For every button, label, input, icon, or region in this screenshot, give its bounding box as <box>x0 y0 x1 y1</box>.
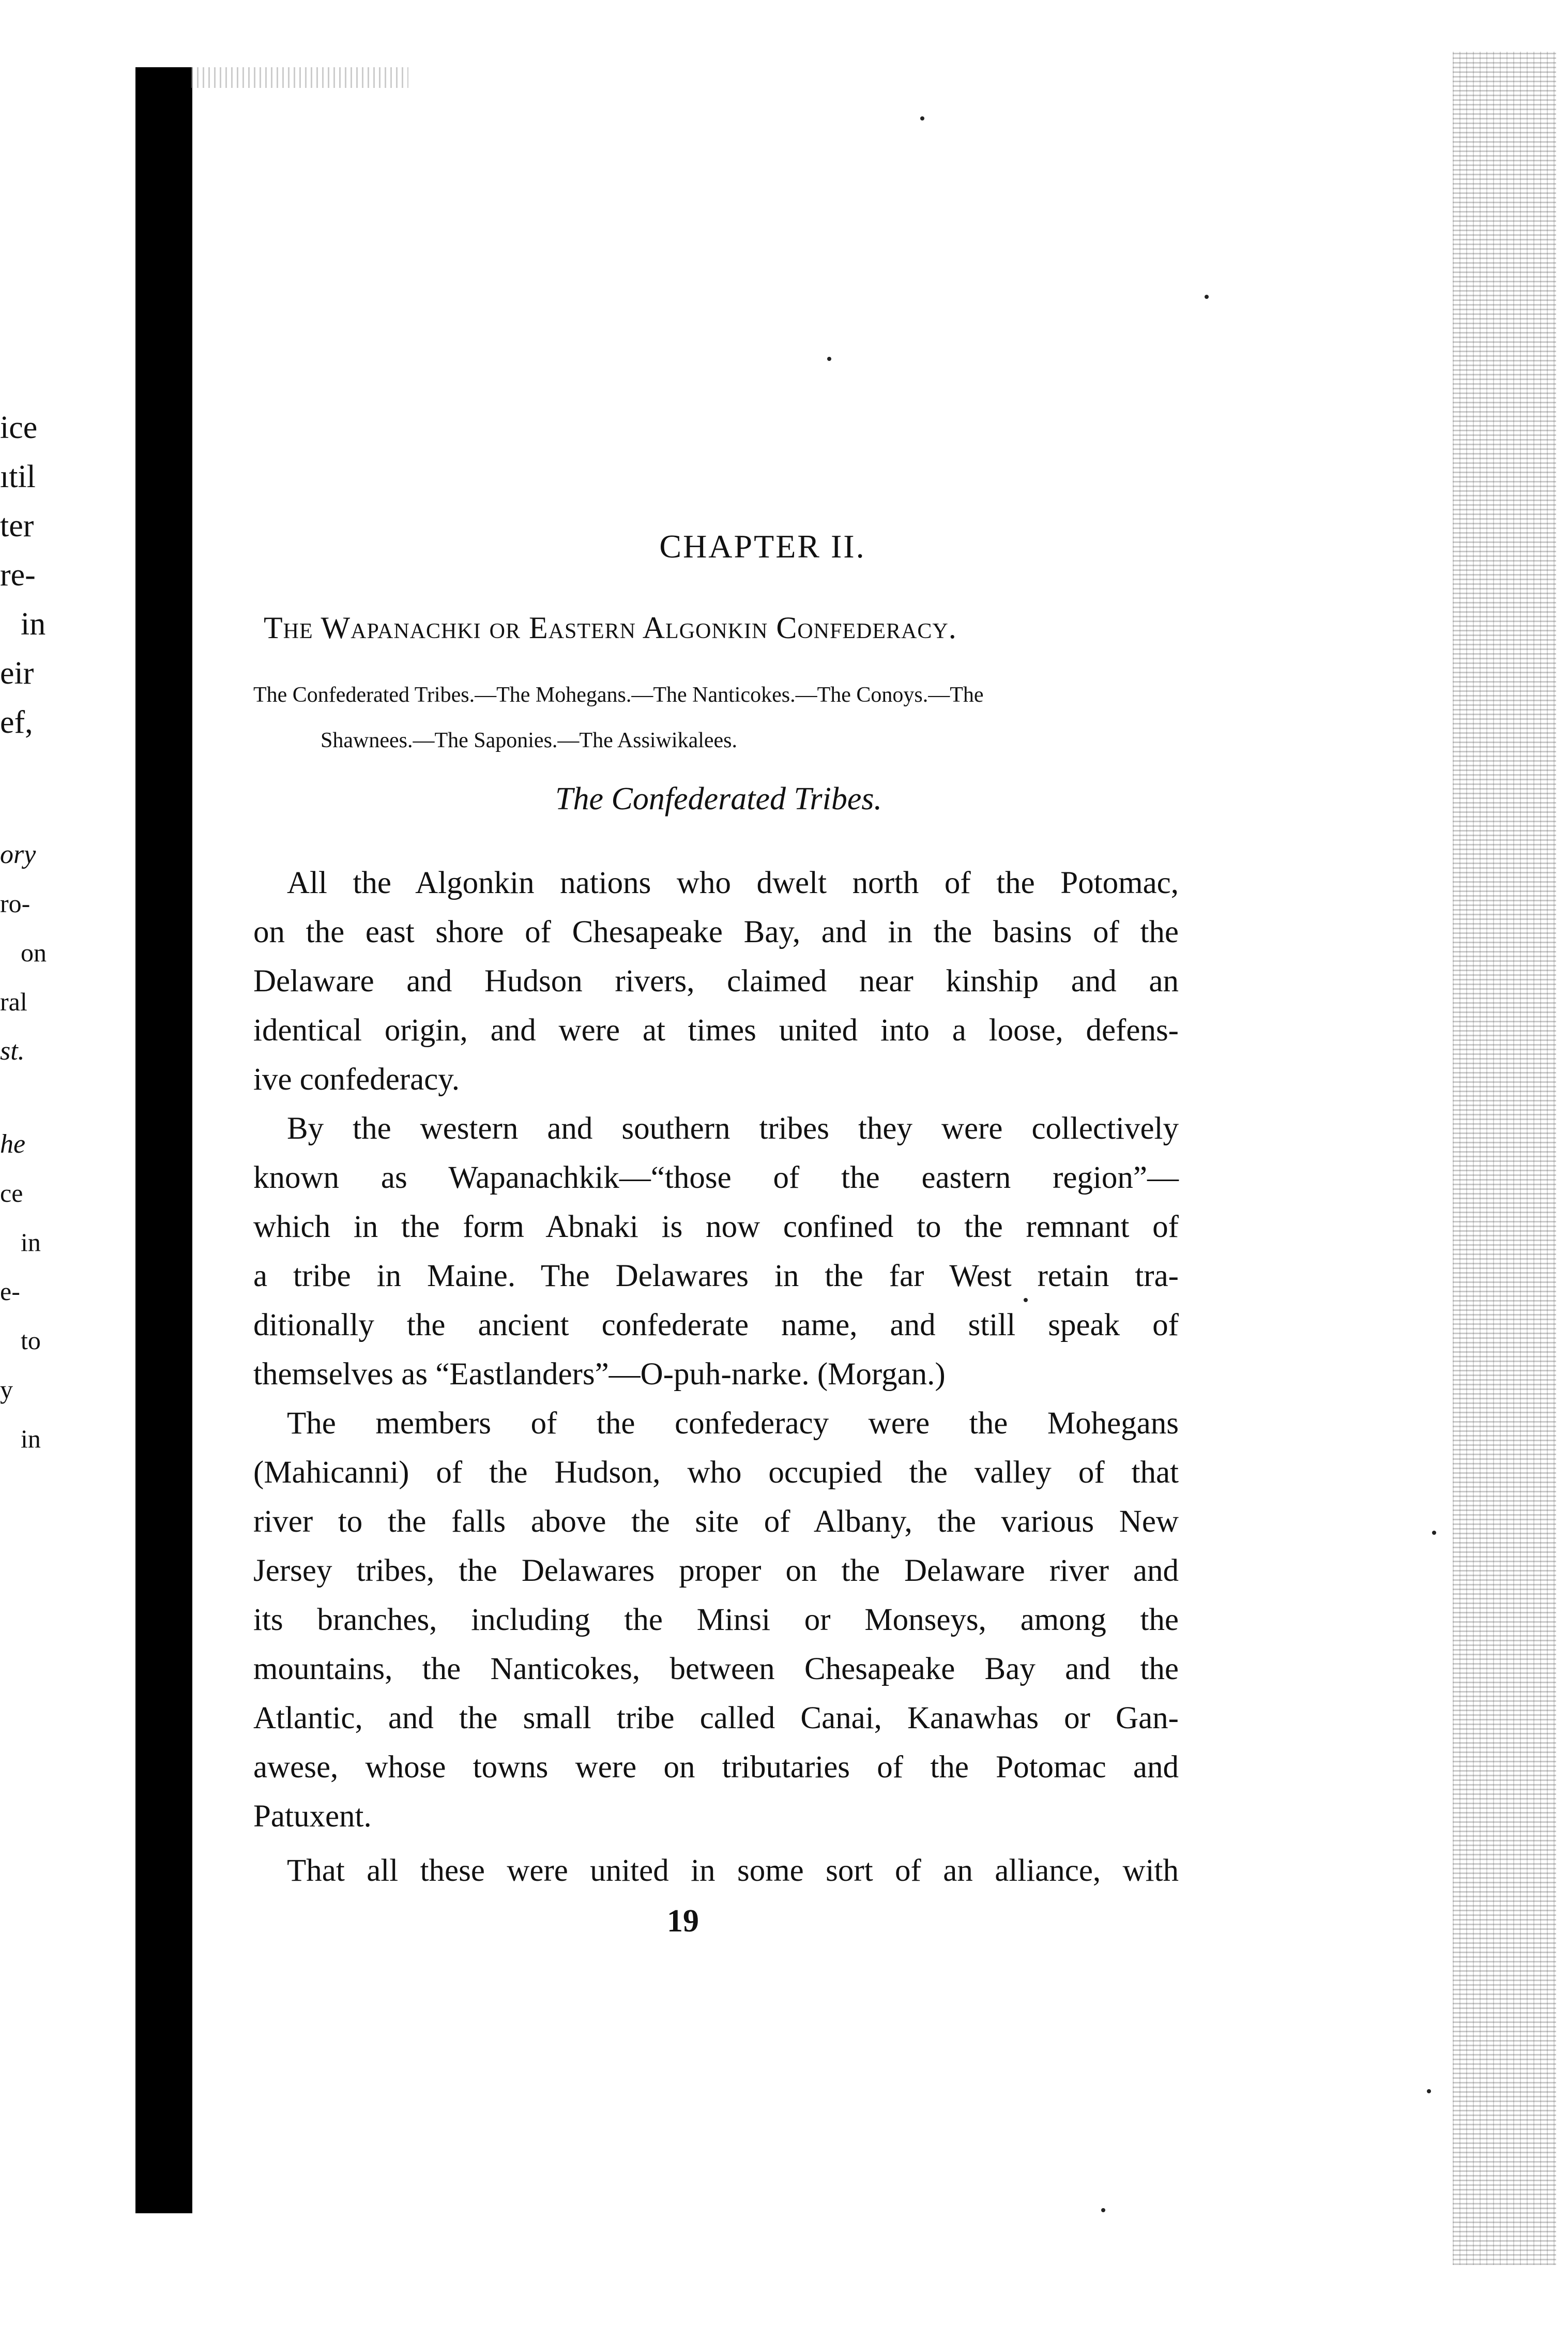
scan-speck <box>1205 295 1209 299</box>
facing-line: to <box>21 1326 41 1355</box>
facing-line: on <box>21 938 47 967</box>
chapter-contents <box>253 672 1184 763</box>
facing-line: e- <box>0 1277 20 1306</box>
text-line: mountains, the Nanticokes, between Chesapeake Bay and the <box>253 1652 1179 1686</box>
text-line: Delaware and Hudson rivers, claimed near kinship and an <box>253 964 1179 999</box>
facing-line: in <box>21 1228 41 1257</box>
text-line: That all these were united in some sort of an alliance, with <box>287 1853 1179 1888</box>
text-line: known as Wapanachkik—“those of the eastern region”— <box>253 1160 1179 1195</box>
text-line: awese, whose towns were on tributaries of the Potomac and <box>253 1750 1179 1785</box>
body-text <box>253 858 1179 1895</box>
text-line: its branches, including the Minsi or Monseys, among the <box>253 1603 1179 1637</box>
text-line: All the Algonkin nations who dwelt north of the Potomac, <box>287 866 1179 900</box>
text-line: which in the form Abnaki is now confined to the remnant of <box>253 1210 1179 1244</box>
facing-line: ter <box>0 508 34 543</box>
facing-line: st. <box>0 1036 25 1066</box>
text-line: Jersey tribes, the Delawares proper on the Delaware river and <box>253 1553 1179 1588</box>
paragraph <box>253 1846 1179 1895</box>
contents-line: Shawnees.—The Saponies.—The Assiwikalees. <box>321 729 738 752</box>
text-line: ditionally the ancient confederate name, and still speak of <box>253 1308 1179 1342</box>
text-line: The members of the confederacy were the Mohegans <box>287 1406 1179 1441</box>
scan-speck <box>1432 1531 1436 1535</box>
scan-noise <box>191 67 408 88</box>
text-line: identical origin, and were at times united into a loose, defens- <box>253 1013 1179 1048</box>
facing-line: re- <box>0 557 36 593</box>
section-heading: The Confederated Tribes. <box>555 781 882 817</box>
page-edge-noise <box>1453 52 1556 2265</box>
facing-line: y <box>0 1375 13 1404</box>
text-line: on the east shore of Chesapeake Bay, and in the basins of the <box>253 915 1179 949</box>
binding-gutter-shadow <box>135 67 192 2213</box>
text-line: Patuxent. <box>253 1799 372 1834</box>
facing-line: ce <box>0 1179 23 1207</box>
scan-speck <box>827 357 831 361</box>
text-line: By the western and southern tribes they were collectively <box>287 1111 1179 1146</box>
paragraph <box>253 1104 1179 1399</box>
chapter-number: CHAPTER II. <box>659 528 866 565</box>
paragraph <box>253 1399 1179 1841</box>
page-number: 19 <box>667 1904 699 1939</box>
text-line: river to the falls above the site of Albany, the various New <box>253 1504 1179 1539</box>
contents-line: The Confederated Tribes.—The Mohegans.—The Nanticokes.—The Conoys.—The <box>253 683 984 707</box>
text-line: (Mahicanni) of the Hudson, who occupied the valley of that <box>253 1455 1179 1490</box>
scan-speck <box>1427 2089 1431 2093</box>
facing-line: ıtil <box>0 459 36 494</box>
facing-line: he <box>0 1129 26 1159</box>
facing-line: ory <box>0 840 36 869</box>
text-line: a tribe in Maine. The Delawares in the far West retain tra- <box>253 1259 1179 1293</box>
facing-line: in <box>21 1424 41 1453</box>
scan-speck <box>1101 2208 1105 2212</box>
scan-speck <box>920 116 924 120</box>
text-line: themselves as “Eastlanders”—O-puh-narke. (Morgan.) <box>253 1357 946 1392</box>
paragraph <box>253 858 1179 1104</box>
facing-line: ice <box>0 410 38 445</box>
facing-line: ro- <box>0 889 31 918</box>
facing-line: in <box>21 607 46 642</box>
text-line: Atlantic, and the small tribe called Canai, Kanawhas or Gan- <box>253 1701 1179 1735</box>
chapter-title: The Wapanachki or Eastern Algonkin Confederacy. <box>264 611 957 645</box>
text-line: ive confederacy. <box>253 1062 460 1097</box>
facing-line: eir <box>0 656 34 691</box>
facing-line: ef, <box>0 705 33 740</box>
facing-line: ral <box>0 987 27 1016</box>
